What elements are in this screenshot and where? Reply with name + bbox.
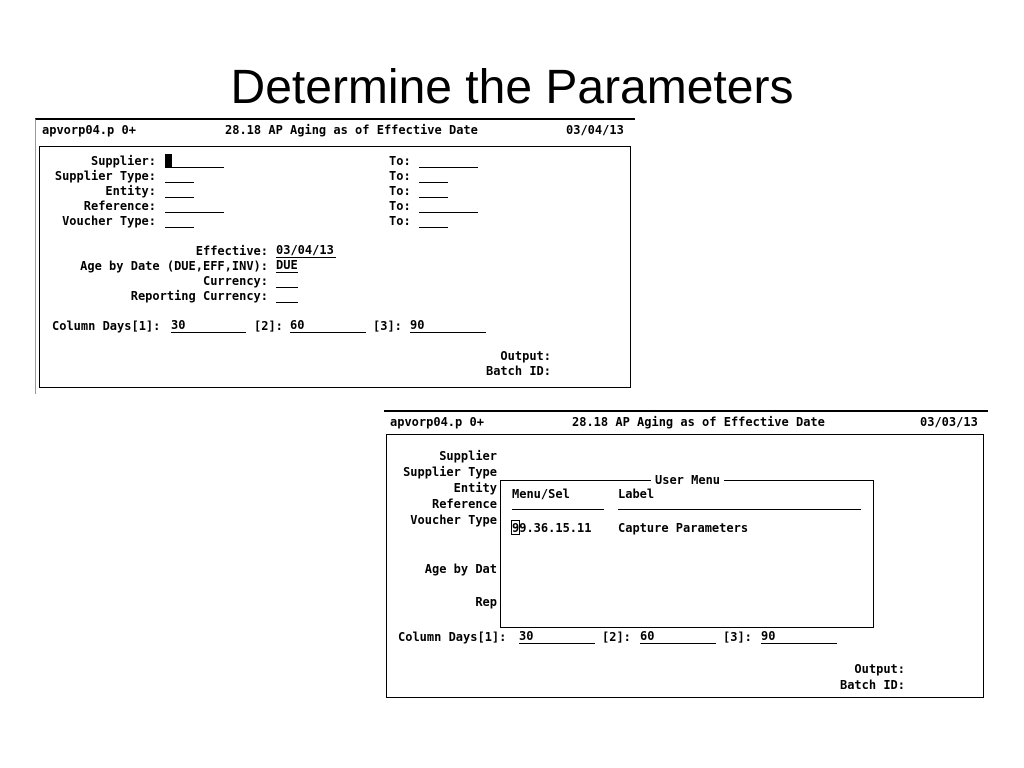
entity-to-field[interactable] bbox=[419, 184, 448, 198]
reference-label: Reference bbox=[431, 497, 497, 511]
supplier-type-from-field[interactable] bbox=[165, 169, 194, 183]
supplier-label: Supplier bbox=[439, 449, 497, 463]
entity-label: Entity: bbox=[105, 184, 156, 198]
supplier-from-field[interactable] bbox=[165, 154, 224, 168]
supplier-label: Supplier: bbox=[90, 154, 156, 168]
reporting-currency-field[interactable] bbox=[276, 289, 298, 303]
screen-header bbox=[36, 120, 635, 140]
entity-to-label: To: bbox=[389, 184, 411, 198]
entity-label: Entity bbox=[453, 481, 497, 495]
screen-date: 03/03/13 bbox=[920, 415, 978, 429]
menu-sel-column-header: Menu/Sel bbox=[512, 487, 570, 501]
supplier-to-label: To: bbox=[389, 154, 411, 168]
supplier-to-field[interactable] bbox=[419, 154, 478, 168]
column-days-2-label: [2]: bbox=[602, 630, 631, 644]
supplier-type-to-field[interactable] bbox=[419, 169, 448, 183]
age-by-date-label: Age by Date (DUE,EFF,INV): bbox=[80, 259, 268, 273]
column-days-2-field[interactable]: 60 bbox=[640, 630, 716, 644]
voucher-type-label: Voucher Type: bbox=[62, 214, 156, 228]
terminal-screen-1 bbox=[35, 118, 635, 394]
column-days-3-label: [3]: bbox=[373, 319, 402, 333]
screen-title: 28.18 AP Aging as of Effective Date bbox=[225, 123, 478, 137]
supplier-type-label: Supplier Type: bbox=[54, 169, 156, 183]
voucher-type-to-label: To: bbox=[389, 214, 411, 228]
column-days-2-field[interactable]: 60 bbox=[290, 319, 366, 333]
column-days-1-label: Column Days[1]: bbox=[398, 630, 507, 644]
batch-id-label: Batch ID: bbox=[839, 678, 905, 692]
user-menu-title: User Menu bbox=[651, 473, 724, 487]
column-days-3-field[interactable]: 90 bbox=[761, 630, 837, 644]
effective-field[interactable]: 03/04/13 bbox=[276, 244, 336, 258]
voucher-type-from-field[interactable] bbox=[165, 214, 194, 228]
supplier-type-label: Supplier Type bbox=[403, 465, 497, 479]
voucher-type-label: Voucher Type bbox=[410, 513, 497, 527]
reference-from-field[interactable] bbox=[165, 199, 224, 213]
menu-label-cell[interactable]: Capture Parameters bbox=[618, 521, 749, 535]
program-name: apvorp04.p 0+ bbox=[42, 123, 136, 137]
reference-label: Reference: bbox=[83, 199, 156, 213]
reference-to-field[interactable] bbox=[419, 199, 478, 213]
screen-title: 28.18 AP Aging as of Effective Date bbox=[572, 415, 825, 429]
currency-field[interactable] bbox=[276, 274, 298, 288]
column-days-2-label: [2]: bbox=[254, 319, 283, 333]
output-label: Output: bbox=[500, 349, 551, 363]
column-days-3-label: [3]: bbox=[723, 630, 752, 644]
column-days-1-label: Column Days[1]: bbox=[52, 319, 161, 333]
voucher-type-to-field[interactable] bbox=[419, 214, 448, 228]
text-cursor bbox=[511, 520, 520, 535]
terminal-screen-2 bbox=[384, 410, 988, 703]
column-days-1-field[interactable]: 30 bbox=[171, 319, 246, 333]
program-name: apvorp04.p 0+ bbox=[390, 415, 484, 429]
menu-sel-column-rule bbox=[512, 509, 604, 510]
parameter-frame bbox=[386, 434, 984, 698]
screen-date: 03/04/13 bbox=[566, 123, 624, 137]
label-column-rule bbox=[618, 509, 861, 510]
parameter-frame bbox=[39, 146, 631, 388]
slide-title: Determine the Parameters bbox=[230, 61, 794, 114]
text-cursor bbox=[165, 154, 172, 167]
currency-label: Currency: bbox=[202, 274, 268, 288]
reporting-currency-label: Rep bbox=[475, 595, 497, 609]
output-label: Output: bbox=[854, 662, 905, 676]
entity-from-field[interactable] bbox=[165, 184, 194, 198]
batch-id-label: Batch ID: bbox=[485, 364, 551, 378]
reporting-currency-label: Reporting Currency: bbox=[130, 289, 268, 303]
column-days-3-field[interactable]: 90 bbox=[410, 319, 486, 333]
supplier-type-to-label: To: bbox=[389, 169, 411, 183]
label-column-header: Label bbox=[618, 487, 655, 501]
age-by-date-field[interactable]: DUE bbox=[276, 258, 298, 272]
reference-to-label: To: bbox=[389, 199, 411, 213]
effective-label: Effective: bbox=[195, 244, 268, 258]
age-by-date-label: Age by Dat bbox=[424, 562, 497, 576]
screen-header bbox=[384, 412, 988, 432]
user-menu-popup bbox=[500, 473, 874, 628]
column-days-1-field[interactable]: 30 bbox=[519, 630, 595, 644]
menu-sel-cell[interactable]: 99.36.15.11 bbox=[512, 521, 592, 535]
